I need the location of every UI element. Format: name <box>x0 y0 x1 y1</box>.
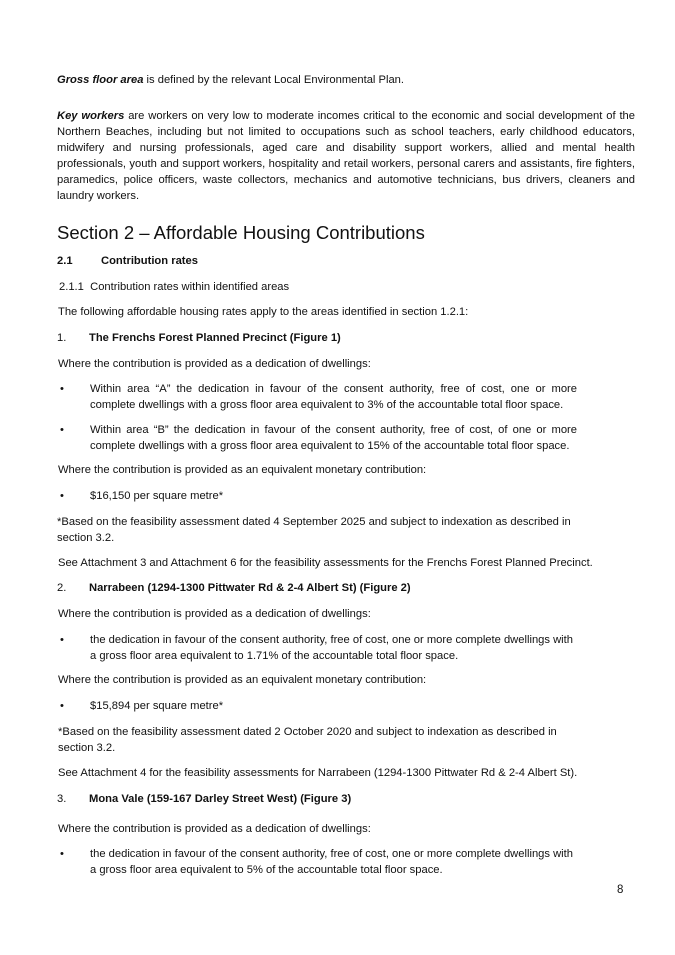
bullet-icon: • <box>60 424 64 436</box>
list-item-text: the dedication in favour of the consent authority, free of cost, one or more complete dwellings with a gross floor area equivalent to 5% of the accountable total floor space. <box>90 848 573 876</box>
list-item <box>57 488 587 504</box>
footnote: *Based on the feasibility assessment dated 4 September 2025 and subject to indexation as described in section 3.2. <box>57 516 571 544</box>
bullet-icon: • <box>60 700 64 712</box>
list-item-text: Within area “A” the dedication in favour of the consent authority, free of cost, one or more complete dwellings with a gross floor area equivalent to 3% of the accountable total floor space. <box>90 383 577 411</box>
definition-text: is defined by the relevant Local Environmental Plan. <box>143 74 405 86</box>
definition-text: are workers on very low to moderate incomes critical to the economic and social development of the Northern Beaches, including but not limited to occupations such as school teachers, early childhood educators, midwifery and nursing professionals, aged care and disability support workers, allied and mental health professionals, youth and support workers, hospitality and retail workers, personal carers and assistants, fire fighters, paramedics, police officers, waste collectors, mechanics and automotive technicians, bus drivers, cleaners and laundry workers. <box>57 110 635 202</box>
list-item <box>57 632 582 664</box>
subsection-title: Contribution rates <box>101 255 198 267</box>
bullet-icon: • <box>60 383 64 395</box>
bullet-icon: • <box>60 634 64 646</box>
attachment-reference: See Attachment 4 for the feasibility assessments for Narrabeen (1294-1300 Pittwater Rd & 2-4 Albert St). <box>58 767 578 779</box>
subsubsection-number: 2.1.1 <box>59 281 84 293</box>
section-title: Section 2 – Affordable Housing Contributions <box>57 222 425 243</box>
list-item <box>57 381 577 413</box>
list-item <box>57 422 577 454</box>
area-title: The Frenchs Forest Planned Precinct (Figure 1) <box>89 332 341 344</box>
list-item <box>57 846 582 878</box>
area-title: Mona Vale (159-167 Darley Street West) (Figure 3) <box>89 793 352 805</box>
subsubsection-title: Contribution rates within identified areas <box>90 281 290 293</box>
monetary-rate: $16,150 per square metre* <box>90 490 224 502</box>
definition-gross-floor-area <box>57 72 635 88</box>
dedication-intro: Where the contribution is provided as a dedication of dwellings: <box>58 823 371 835</box>
dedication-intro: Where the contribution is provided as a dedication of dwellings: <box>58 608 371 620</box>
list-item-text: Within area “B” the dedication in favour of the consent authority, free of cost, of one or more complete dwellings with a gross floor area equivalent to 15% of the accountable total floor space. <box>90 424 577 452</box>
bullet-icon: • <box>60 490 64 502</box>
monetary-intro: Where the contribution is provided as an equivalent monetary contribution: <box>58 674 427 686</box>
list-item <box>57 698 587 714</box>
subsubsection-heading <box>59 279 289 295</box>
area-number: 2. <box>57 582 67 594</box>
definition-term: Gross floor area <box>57 74 144 86</box>
dedication-intro: Where the contribution is provided as a dedication of dwellings: <box>58 358 371 370</box>
list-item-text: the dedication in favour of the consent authority, free of cost, one or more complete dwellings with a gross floor area equivalent to 1.71% of the accountable total floor space. <box>90 634 573 662</box>
area-number: 3. <box>57 793 67 805</box>
area-number: 1. <box>57 332 67 344</box>
subsection-number: 2.1 <box>57 255 73 267</box>
definition-term: Key workers <box>57 110 125 122</box>
subsection-heading <box>57 253 198 269</box>
page-number: 8 <box>617 884 624 896</box>
area-heading-frenchs-forest <box>57 330 341 346</box>
bullet-icon: • <box>60 848 64 860</box>
area-title: Narrabeen (1294-1300 Pittwater Rd & 2-4 Albert St) (Figure 2) <box>89 582 411 594</box>
monetary-intro: Where the contribution is provided as an equivalent monetary contribution: <box>58 464 427 476</box>
attachment-reference: See Attachment 3 and Attachment 6 for the feasibility assessments for the Frenchs Forest Planned Precinct. <box>58 557 593 569</box>
section-intro: The following affordable housing rates apply to the areas identified in section 1.2.1: <box>58 306 469 318</box>
definition-key-workers <box>57 108 635 204</box>
footnote: *Based on the feasibility assessment dated 2 October 2020 and subject to indexation as described in section 3.2. <box>58 726 557 754</box>
monetary-rate: $15,894 per square metre* <box>90 700 224 712</box>
area-heading-narrabeen <box>57 580 411 596</box>
area-heading-mona-vale <box>57 791 351 807</box>
